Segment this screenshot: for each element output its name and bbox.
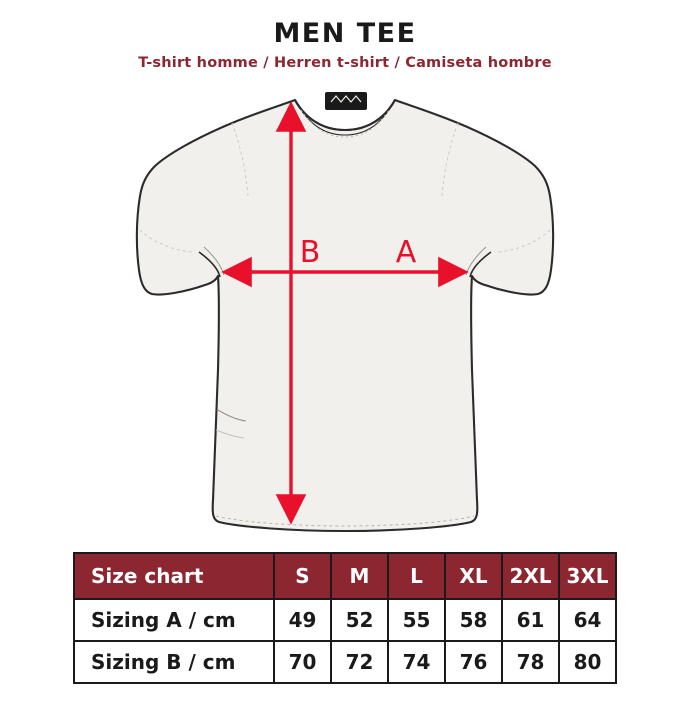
column-header-s: S: [274, 553, 331, 599]
neck-label-icon: [325, 92, 367, 110]
table-row: [74, 641, 616, 683]
measurement-b-label: B: [299, 235, 321, 270]
column-header-m: M: [331, 553, 388, 599]
cell-b-xl: 76: [445, 641, 502, 683]
cell-b-m: 72: [331, 641, 388, 683]
cell-a-s: 49: [274, 599, 331, 641]
column-header-xl: XL: [445, 553, 502, 599]
page-subtitle: T-shirt homme / Herren t-shirt / Camiseta hombre: [138, 55, 552, 71]
column-header-2xl: 2XL: [502, 553, 559, 599]
tshirt-outline: [137, 92, 553, 531]
cell-b-s: 70: [274, 641, 331, 683]
size-chart-table-wrapper: [73, 552, 617, 684]
cell-a-2xl: 61: [502, 599, 559, 641]
column-header-3xl: 3XL: [559, 553, 616, 599]
table-row: [74, 599, 616, 641]
size-chart-table: [73, 552, 617, 684]
tshirt-diagram: [0, 80, 690, 540]
cell-a-l: 55: [388, 599, 445, 641]
measurement-a-label: A: [395, 235, 417, 270]
cell-b-l: 74: [388, 641, 445, 683]
page-title: MEN TEE: [273, 18, 417, 49]
cell-a-3xl: 64: [559, 599, 616, 641]
cell-a-xl: 58: [445, 599, 502, 641]
cell-a-m: 52: [331, 599, 388, 641]
size-chart-header-label: Size chart: [74, 553, 274, 599]
column-header-l: L: [388, 553, 445, 599]
cell-b-2xl: 78: [502, 641, 559, 683]
row-label-sizing-a: Sizing A / cm: [74, 599, 274, 641]
table-header-row: [74, 553, 616, 599]
cell-b-3xl: 80: [559, 641, 616, 683]
row-label-sizing-b: Sizing B / cm: [74, 641, 274, 683]
